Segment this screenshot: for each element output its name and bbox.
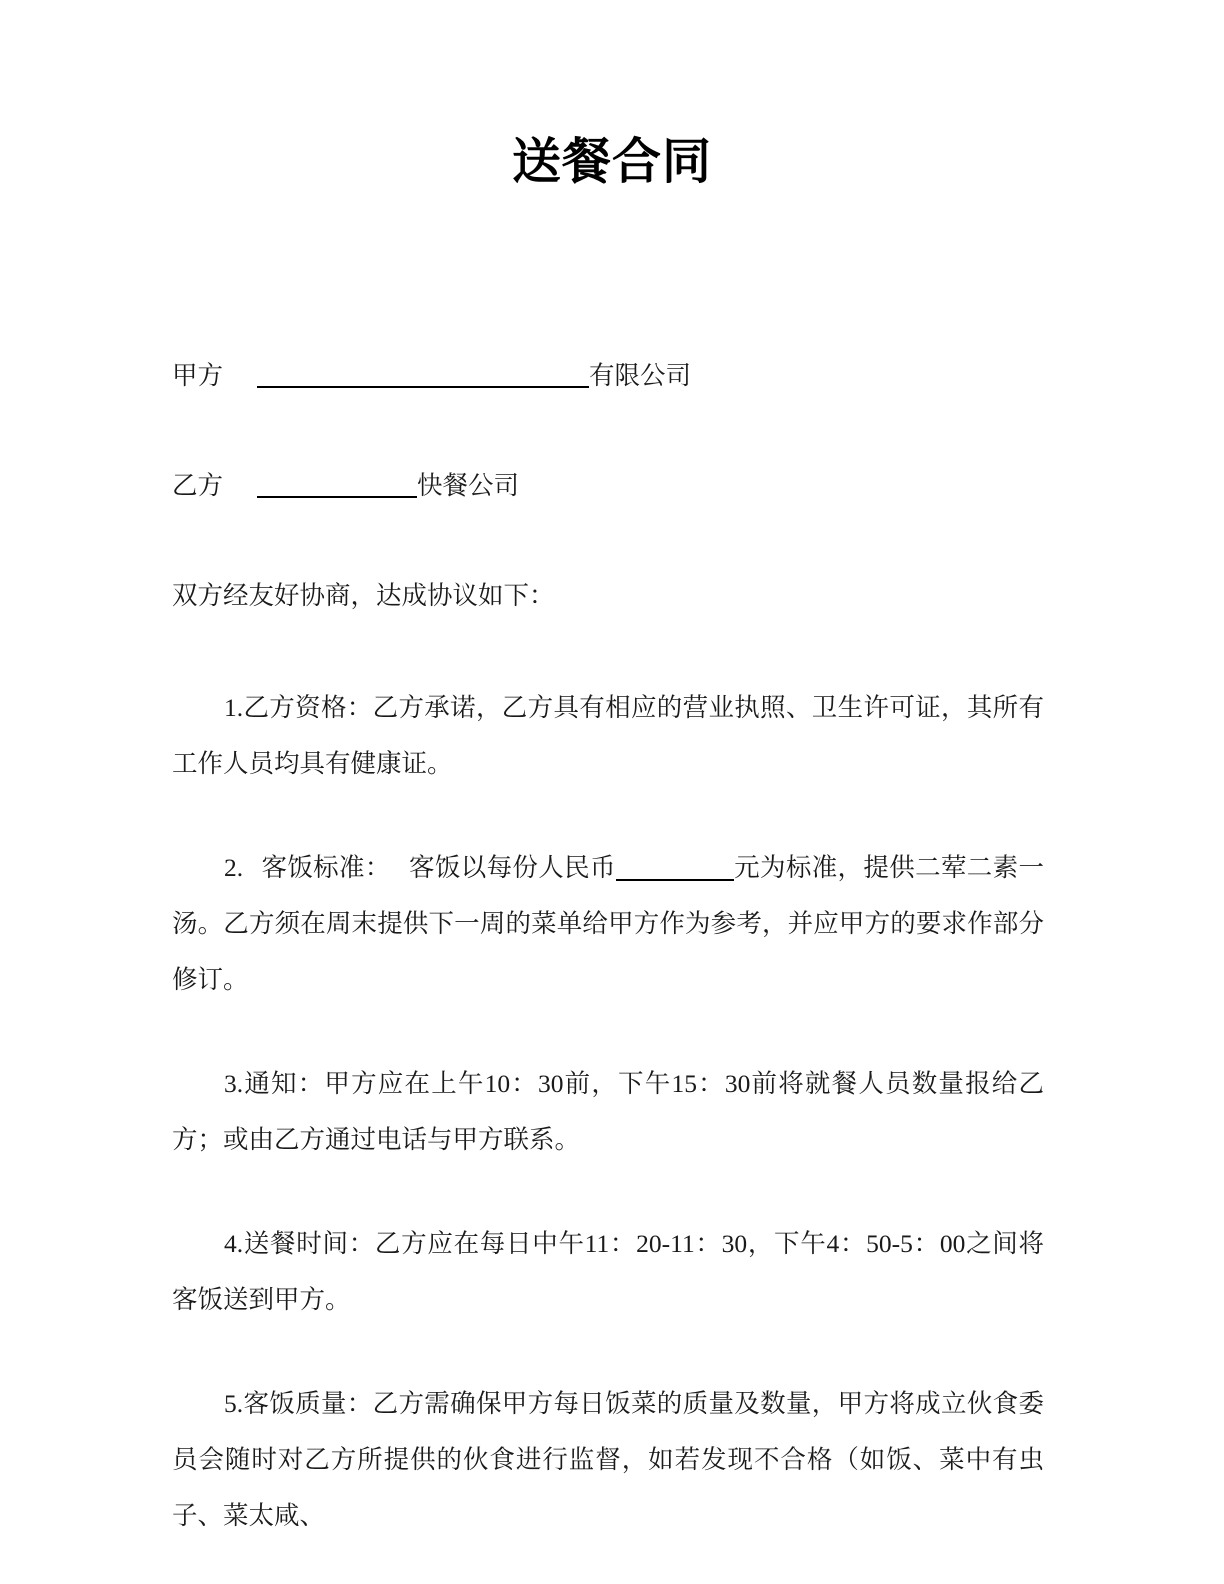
party-a-blank-field[interactable] [257, 364, 589, 388]
clause-1: 1.乙方资格：乙方承诺，乙方具有相应的营业执照、卫生许可证，其所有工作人员均具有健康证。 [172, 693, 1044, 778]
intro-paragraph: 双方经友好协商，达成协议如下： [172, 581, 555, 610]
party-b-suffix: 快餐公司 [417, 471, 520, 500]
party-a-label: 甲方 [172, 361, 224, 390]
document-body [172, 348, 1044, 1544]
clause-2-text-after-blank: 元为标准，提供二荤二素一汤。乙方须在周末提供下一周的菜单给甲方作为参考，并应甲方的要求作部分修订。 [172, 853, 1044, 994]
clause-4: 4.送餐时间：乙方应在每日中午11：20-11：30，下午4：50-5：00之间将客饭送到甲方。 [172, 1229, 1044, 1314]
party-a-line [172, 348, 1044, 404]
page-title: 送餐合同 [511, 135, 712, 189]
party-b-blank-field[interactable] [257, 474, 417, 498]
clause-2 [172, 840, 1044, 1008]
party-b-line [172, 458, 1044, 514]
party-b-label: 乙方 [172, 471, 224, 500]
clause-2-number: 2. [224, 853, 244, 882]
clause-2-heading: 客饭标准： [261, 853, 391, 882]
clause-2-price-blank-field[interactable] [616, 857, 734, 881]
clause-2-text-before-blank: 客饭以每份人民币 [408, 853, 616, 882]
clause-5: 5.客饭质量：乙方需确保甲方每日饭菜的质量及数量，甲方将成立伙食委员会随时对乙方所提供的伙食进行监督，如若发现不合格（如饭、菜中有虫子、菜太咸、 [172, 1389, 1044, 1530]
party-a-suffix: 有限公司 [589, 361, 692, 390]
clause-3: 3.通知：甲方应在上午10：30前，下午15：30前将就餐人员数量报给乙方；或由乙方通过电话与甲方联系。 [172, 1069, 1044, 1154]
